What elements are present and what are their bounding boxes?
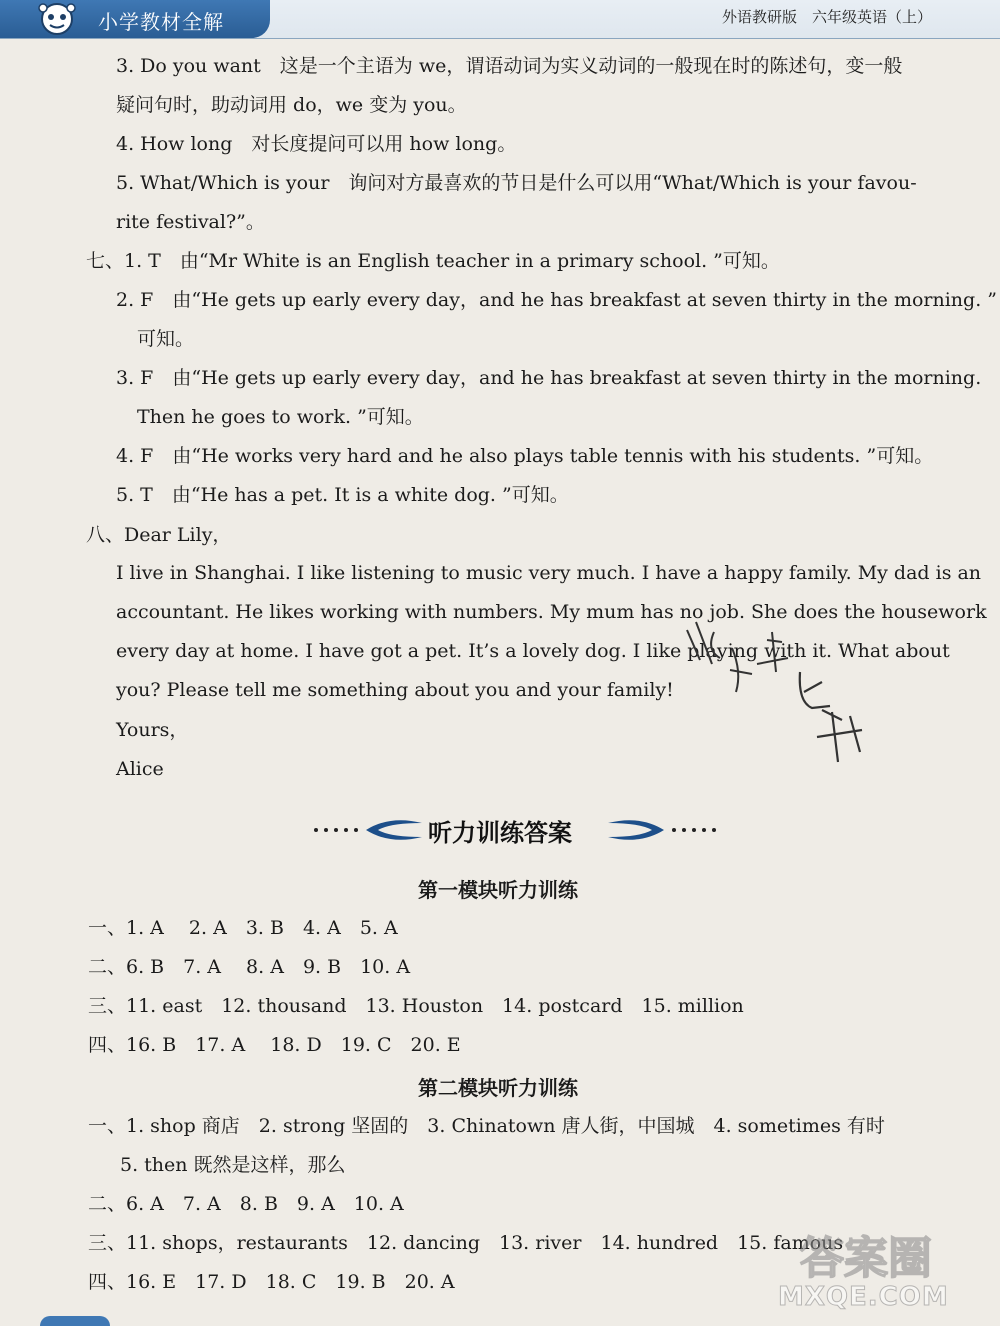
letter-line: accountant. He likes working with numbers. My mum has no job. She does the housework bbox=[116, 601, 987, 623]
answer-row: 三、11. shops，restaurants 12. dancing 13. river 14. hundred 15. famous bbox=[88, 1232, 844, 1254]
text-line: 4. F 由“He works very hard and he also plays table tennis with his students. ”可知。 bbox=[116, 445, 934, 467]
module2-title: 第二模块听力训练 bbox=[418, 1076, 578, 1100]
letter-greeting: 八、Dear Lily， bbox=[86, 524, 232, 546]
answer-row: 一、1. shop 商店 2. strong 坚固的 3. Chinatown 唐人街，中国城 4. sometimes 有时 bbox=[88, 1115, 885, 1137]
text-line: 3. F 由“He gets up early every day，and he has breakfast at seven thirty in the morning. bbox=[116, 367, 982, 389]
text-line: 2. F 由“He gets up early every day，and he has breakfast at seven thirty in the morning. ” bbox=[116, 289, 997, 311]
section-title-text: 听力训练答案 bbox=[428, 819, 572, 847]
section-title bbox=[310, 813, 720, 847]
text-line: 3. Do you want 这是一个主语为 we，谓语动词为实义动词的一般现在时的陈述句，变一般 bbox=[116, 55, 903, 77]
answer-row: 二、6. B 7. A 8. A 9. B 10. A bbox=[88, 956, 411, 978]
mascot-icon bbox=[34, 2, 80, 36]
letter-closing: Yours， bbox=[116, 719, 189, 741]
answer-row: 四、16. E 17. D 18. C 19. B 20. A bbox=[88, 1271, 455, 1293]
watermark-url: MXQE.COM bbox=[778, 1282, 949, 1312]
book-title: 小学教材全解 bbox=[98, 10, 224, 34]
watermark-logo-text: 答案圈 bbox=[800, 1233, 932, 1284]
header-tab bbox=[0, 0, 270, 38]
letter-line: I live in Shanghai. I like listening to music very much. I have a happy family. My dad is an bbox=[116, 562, 982, 584]
text-line: 4. How long 对长度提问可以用 how long。 bbox=[116, 133, 517, 155]
handwriting-scribble bbox=[672, 612, 882, 782]
answer-row: 5. then 既然是这样，那么 bbox=[120, 1154, 346, 1176]
text-line: 5. T 由“He has a pet. It is a white dog. ”可知。 bbox=[116, 484, 569, 506]
text-line: 可知。 bbox=[137, 328, 195, 350]
letter-line: you? Please tell me something about you and your family! bbox=[116, 679, 674, 701]
text-line: 七、1. T 由“Mr White is an English teacher in a primary school. ”可知。 bbox=[86, 250, 780, 272]
text-line: Then he goes to work. ”可知。 bbox=[137, 406, 424, 428]
answer-row: 三、11. east 12. thousand 13. Houston 14. postcard 15. million bbox=[88, 995, 744, 1017]
answer-row: 四、16. B 17. A 18. D 19. C 20. E bbox=[88, 1034, 461, 1056]
page-header bbox=[0, 0, 1000, 39]
letter-signature: Alice bbox=[116, 758, 164, 780]
text-line: 疑问句时，助动词用 do，we 变为 you。 bbox=[116, 94, 467, 116]
letter-line: every day at home. I have got a pet. It’s a lovely dog. I like playing with it. What about bbox=[116, 640, 950, 662]
answer-row: 一、1. A 2. A 3. B 4. A 5. A bbox=[88, 917, 398, 939]
module1-title: 第一模块听力训练 bbox=[418, 878, 578, 902]
edition-label: 外语教研版 六年级英语（上） bbox=[721, 8, 932, 26]
page-number-tab bbox=[40, 1316, 110, 1326]
text-line: rite festival?”。 bbox=[116, 211, 265, 233]
text-line: 5. What/Which is your 询问对方最喜欢的节日是什么可以用“What/Which is your favou- bbox=[116, 172, 917, 194]
answer-row: 二、6. A 7. A 8. B 9. A 10. A bbox=[88, 1193, 404, 1215]
site-watermark bbox=[770, 1220, 988, 1318]
